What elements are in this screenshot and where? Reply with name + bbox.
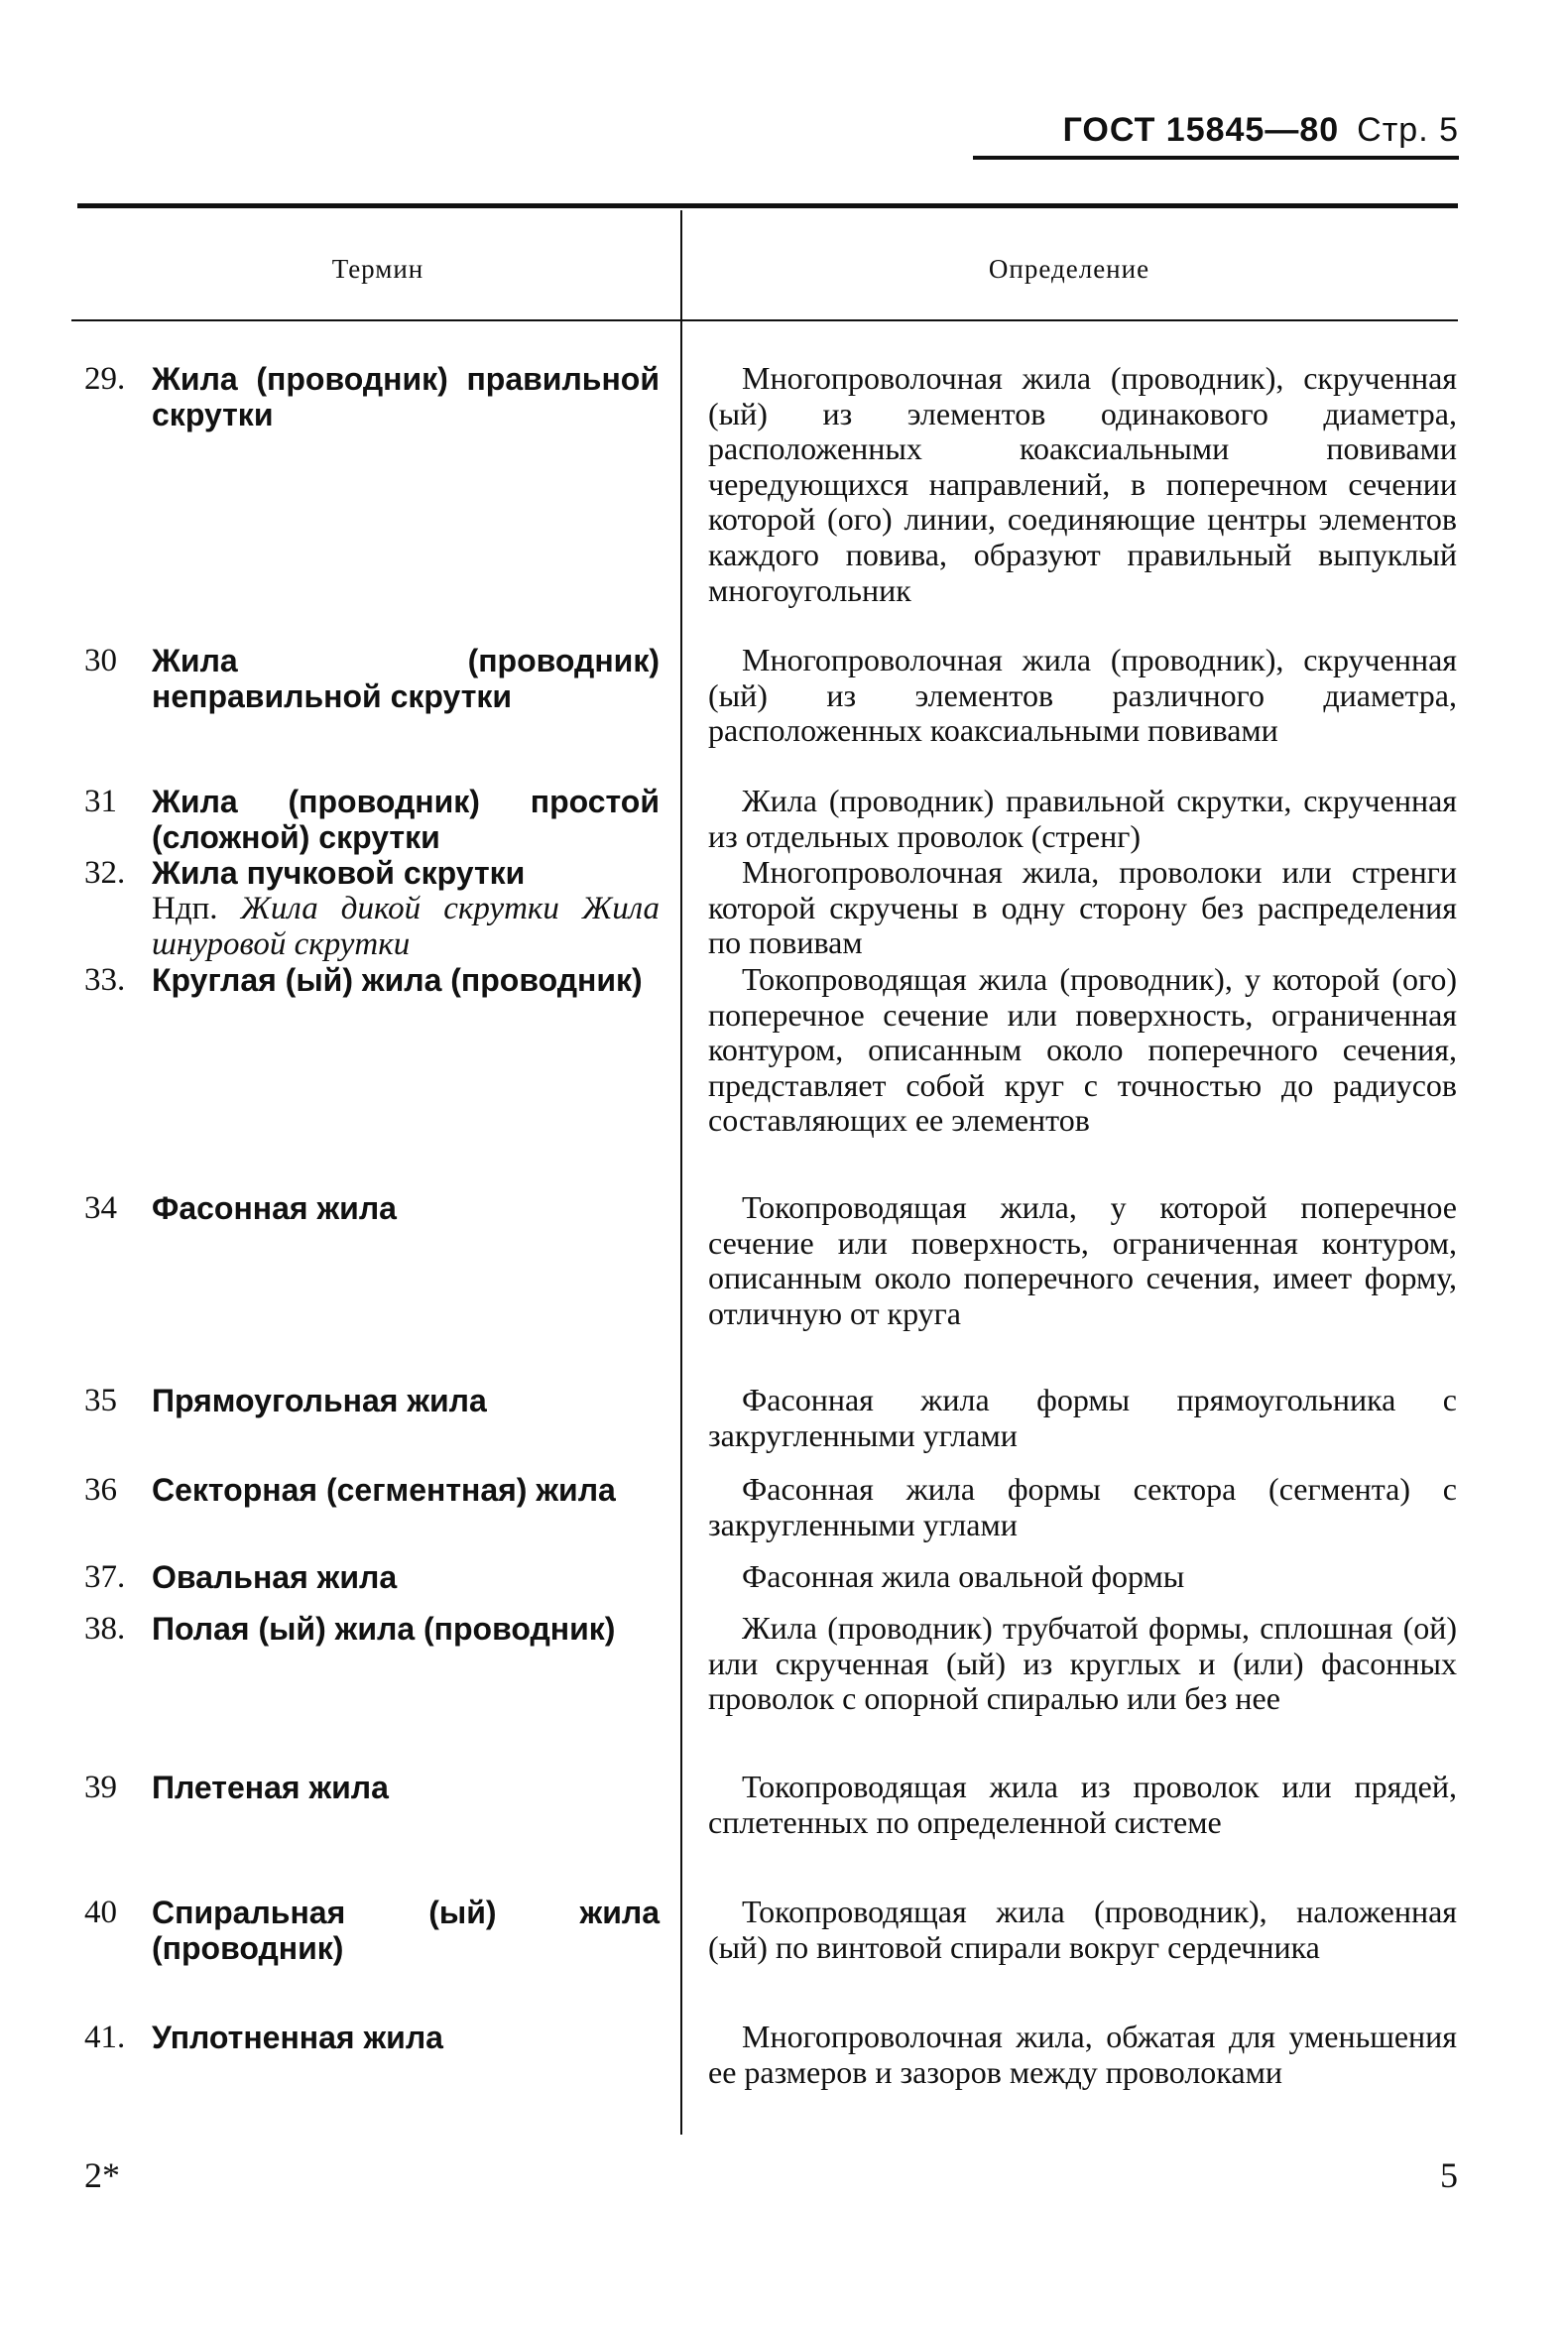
term-text: Жила (проводник) неправильной скрутки bbox=[152, 643, 660, 714]
term-text: Круглая (ый) жила (проводник) bbox=[152, 962, 643, 998]
term-text: Плетеная жила bbox=[152, 1770, 389, 1805]
term-text: Фасонная жила bbox=[152, 1190, 397, 1226]
term-number: 39 bbox=[84, 1770, 117, 1805]
table-top-rule bbox=[77, 203, 1458, 208]
term-number: 41. bbox=[84, 2020, 126, 2055]
signature-mark: 2* bbox=[84, 2155, 120, 2195]
term-number: 36 bbox=[84, 1472, 117, 1508]
definition-text: Жила (проводник) трубчатой формы, сплошная (ой) или скрученная (ый) из круглых и (или) фасонных проволок с опорной спиралью или без нее bbox=[708, 1610, 1457, 1717]
running-header bbox=[973, 111, 1459, 160]
term-text: Прямоугольная жила bbox=[152, 1383, 487, 1418]
table-header-rule bbox=[71, 319, 1458, 321]
term-number: 29. bbox=[84, 361, 126, 397]
definition-text: Токопроводящая жила (проводник), у которой (ого) поперечное сечение или поверхность, ограниченная контуром, описанным около поперечного сечения, представляет собой круг с точностью до радиусов составляющих ее элементов bbox=[708, 961, 1457, 1139]
term-number: 31 bbox=[84, 784, 117, 819]
definition-text: Многопроволочная жила (проводник), скрученная (ый) из элементов одинакового диаметра, расположенных коаксиальными повивами чередующихся направлений, в поперечном сечении которой (ого) линии, соединяющие центры элементов каждого повива, образуют правильный выпуклый многоугольник bbox=[708, 360, 1457, 608]
definition-text: Многопроволочная жила (проводник), скрученная (ый) из элементов различного диаметра, расположенных коаксиальными повивами bbox=[708, 642, 1457, 749]
document-code: ГОСТ 15845—80 bbox=[1062, 111, 1340, 149]
definition-text: Многопроволочная жила, проволоки или стренги которой скручены в одну сторону без распределения по повивам bbox=[708, 854, 1457, 961]
deprecated-terms bbox=[152, 891, 660, 962]
definition-text: Фасонная жила формы прямоугольника с закругленными углами bbox=[708, 1382, 1457, 1453]
term-text: Жила (проводник) правильной скрутки bbox=[152, 361, 660, 432]
term-text: Уплотненная жила bbox=[152, 2020, 443, 2055]
term-text: Спиральная (ый) жила (проводник) bbox=[152, 1895, 660, 1966]
term-number: 32. bbox=[84, 855, 126, 891]
deprecated-label: Ндп. bbox=[152, 891, 218, 926]
column-header-definition: Определение bbox=[988, 254, 1150, 284]
term-number: 38. bbox=[84, 1611, 126, 1647]
column-divider bbox=[680, 210, 682, 2135]
page-label: Стр. 5 bbox=[1357, 111, 1459, 149]
term-text bbox=[152, 855, 660, 962]
term-number: 37. bbox=[84, 1559, 126, 1595]
definition-text: Многопроволочная жила, обжатая для уменьшения ее размеров и зазоров между проволоками bbox=[708, 2019, 1457, 2090]
deprecated-term-list: Жила дикой скрутки Жила шнуровой скрутки bbox=[152, 891, 661, 962]
term-main: Жила пучковой скрутки bbox=[152, 855, 526, 891]
term-text: Полая (ый) жила (проводник) bbox=[152, 1611, 616, 1647]
column-header-term: Термин bbox=[331, 254, 424, 284]
term-number: 35 bbox=[84, 1383, 117, 1418]
definition-text: Токопроводящая жила, у которой поперечное сечение или поверхность, ограниченная контуром, описанным около поперечного сечения, имеет форму, отличную от круга bbox=[708, 1189, 1457, 1331]
term-number: 33. bbox=[84, 962, 126, 998]
definition-text: Токопроводящая жила (проводник), наложенная (ый) по винтовой спирали вокруг сердечника bbox=[708, 1894, 1457, 1965]
page-number: 5 bbox=[1440, 2155, 1458, 2195]
term-number: 30 bbox=[84, 643, 117, 678]
definition-text: Фасонная жила овальной формы bbox=[742, 1558, 1185, 1594]
term-text: Овальная жила bbox=[152, 1559, 398, 1595]
definition-text: Жила (проводник) правильной скрутки, скрученная из отдельных проволок (стренг) bbox=[708, 783, 1457, 854]
term-text: Жила (проводник) простой (сложной) скрутки bbox=[152, 784, 660, 855]
term-number: 40 bbox=[84, 1895, 117, 1930]
definition-text: Фасонная жила формы сектора (сегмента) с закругленными углами bbox=[708, 1471, 1457, 1542]
definition-text: Токопроводящая жила из проволок или прядей, сплетенных по определенной системе bbox=[708, 1769, 1457, 1840]
term-text: Секторная (сегментная) жила bbox=[152, 1472, 616, 1508]
term-number: 34 bbox=[84, 1190, 117, 1226]
